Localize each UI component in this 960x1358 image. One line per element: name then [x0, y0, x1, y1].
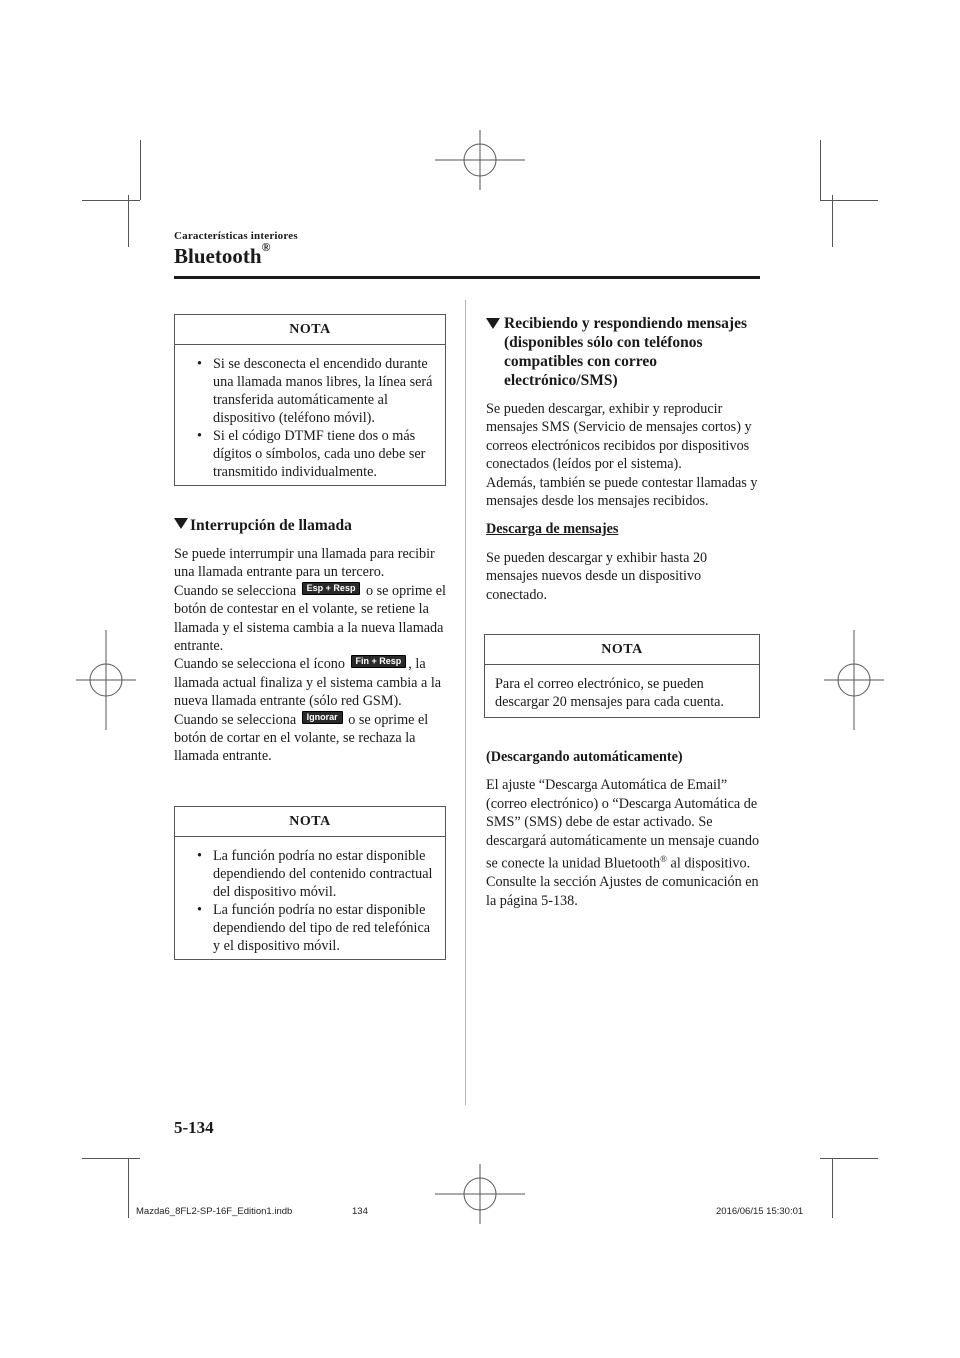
paragraph: [174, 655, 450, 710]
note-box-email: [484, 634, 760, 718]
paragraph: [486, 776, 762, 873]
note-bullet-text: Si el código DTMF tiene dos o más dígitos o símbolos, cada uno debe ser transmitido individualmente.: [213, 428, 426, 480]
footer-file-name: Mazda6_8FL2-SP-16F_Edition1.indb: [136, 1206, 293, 1217]
crop-mark: [140, 140, 141, 200]
note-bullet-text: La función podría no estar disponible dependiendo del contenido contractual del dispositivo móvil.: [213, 848, 433, 900]
text-run: o se oprime el botón de contestar en el volante, se retiene la llamada y el sistema cambia a la nueva llamada entrante.: [174, 582, 446, 655]
paragraph: Se pueden descargar y exhibir hasta 20 mensajes nuevos desde un dispositivo conectado.: [486, 549, 708, 603]
bullet-dot: •: [197, 902, 202, 918]
note-bullet-item: [187, 901, 435, 955]
note-bullet-item: [187, 355, 435, 427]
note-heading: NOTA: [485, 635, 759, 665]
note-heading: NOTA: [175, 315, 445, 345]
crop-mark: [832, 1158, 833, 1218]
crop-mark: [832, 195, 833, 247]
end-answer-icon: Fin + Resp: [351, 655, 407, 668]
note-box-disconnect: [174, 314, 446, 486]
bullet-dot: •: [197, 356, 202, 372]
note-body: Para el correo electrónico, se pueden descargar 20 mensajes para cada cuenta.: [495, 676, 724, 710]
section-label: Características interiores: [174, 230, 298, 242]
title-rule: [174, 276, 760, 279]
crop-mark: [82, 200, 140, 201]
text-run: Cuando se selecciona: [174, 582, 297, 599]
subheading-download: Descarga de mensajes: [486, 521, 619, 538]
page-title: [174, 240, 271, 269]
paragraph: Se pueden descargar, exhibir y reproducir mensajes SMS (Servicio de mensajes cortos) y correos electrónicos recibidos por dispositivos conectados (leídos por el sistema).: [486, 401, 752, 473]
footer-sheet-number: 134: [352, 1206, 368, 1217]
registration-crosshair-bottom: [430, 1164, 530, 1224]
note-heading: NOTA: [175, 807, 445, 837]
page-title-text: Bluetooth: [174, 244, 262, 268]
crop-mark: [82, 1158, 140, 1159]
bullet-dot: •: [197, 428, 202, 444]
text-run: Cuando se selecciona el ícono: [174, 656, 345, 673]
section-heading-text: Recibiendo y respondiendo mensajes (disponibles sólo con teléfonos compatibles con correo electrónico/SMS): [504, 315, 747, 389]
crop-mark: [820, 200, 878, 201]
section-heading-text: Interrupción de llamada: [190, 517, 352, 534]
text-run: El ajuste “Descarga Automática de Email” (correo electrónico) o “Descarga Automática de SMS” (SMS) debe de estar activado. Se descargará automáticamente un mensaje cuando se conecte la unidad Bluetooth: [486, 777, 760, 872]
subsection-heading: (Descargando automáticamente): [486, 749, 683, 765]
section-heading: [174, 516, 450, 535]
crop-mark: [820, 140, 821, 200]
column-divider: [465, 300, 466, 1105]
footer-datetime: 2016/06/15 15:30:01: [716, 1206, 804, 1217]
note-bullet-text: La función podría no estar disponible dependiendo del tipo de red telefónica y el dispositivo móvil.: [213, 902, 431, 954]
registered-mark: ®: [660, 854, 667, 865]
page-number: 5-134: [174, 1118, 214, 1137]
paragraph: Además, también se puede contestar llamadas y mensajes desde los mensajes recibidos.: [486, 474, 758, 510]
auto-download-section: [486, 748, 762, 910]
triangle-bullet-icon: [486, 318, 500, 329]
registration-crosshair-left: [76, 630, 136, 730]
note-body: [175, 837, 445, 963]
crop-mark: [128, 195, 129, 247]
registered-mark: ®: [261, 240, 271, 254]
text-run: , la llamada actual finaliza y el sistema cambia a la nueva llamada entrante (sólo red GSM).: [174, 656, 442, 710]
note-bullet-item: [187, 427, 435, 481]
receiving-section: [486, 314, 762, 604]
interruption-section: [174, 516, 450, 766]
bullet-dot: •: [197, 848, 202, 864]
text-run: Cuando se selecciona: [174, 711, 297, 728]
crop-mark: [128, 1158, 129, 1218]
note-body: [175, 345, 445, 489]
note-bullet-item: [187, 847, 435, 901]
paragraph: [174, 711, 450, 766]
paragraph: Se puede interrumpir una llamada para recibir una llamada entrante para un tercero.: [174, 546, 435, 581]
note-box-availability: [174, 806, 446, 960]
text-run: o se oprime el botón de cortar en el volante, se rechaza la llamada entrante.: [174, 711, 429, 765]
triangle-bullet-icon: [174, 518, 188, 529]
paragraph: Consulte la sección Ajustes de comunicación en la página 5-138.: [486, 874, 759, 909]
crop-mark: [820, 1158, 878, 1159]
ignore-icon: Ignorar: [302, 711, 343, 724]
paragraph: [174, 582, 450, 656]
note-bullet-text: Si se desconecta el encendido durante una llamada manos libres, la línea será transferida automáticamente al dispositivo (teléfono móvil).: [213, 356, 433, 426]
section-heading: [486, 314, 762, 390]
text-run: al dispositivo.: [666, 855, 751, 872]
registration-crosshair-right: [824, 630, 884, 730]
hold-answer-icon: Esp + Resp: [302, 582, 361, 595]
registration-crosshair-top: [430, 130, 530, 190]
